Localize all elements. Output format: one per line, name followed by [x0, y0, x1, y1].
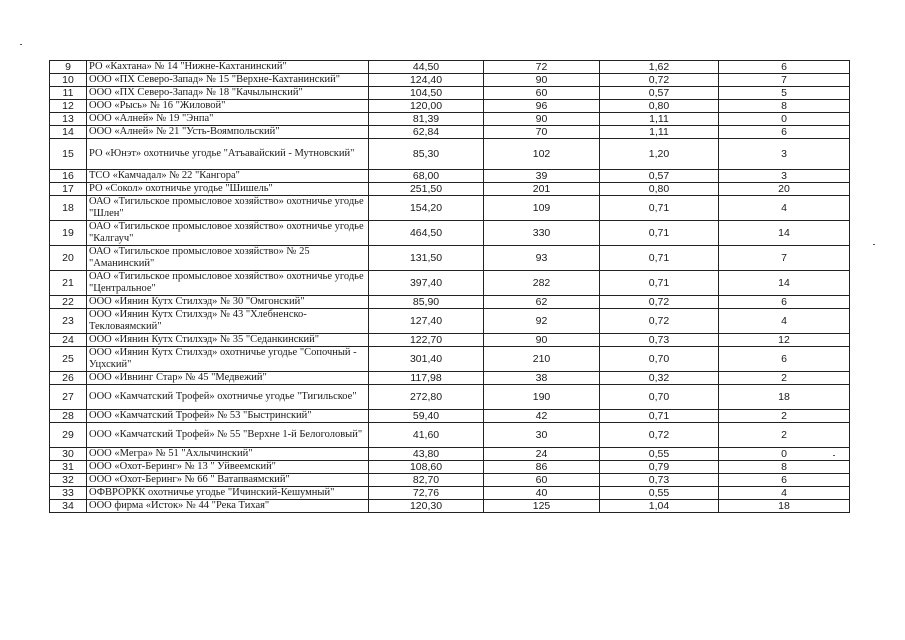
- density-value: 1,11: [600, 113, 719, 126]
- table-row: [50, 126, 850, 139]
- ground-name: РО «Сокол» охотничье угодье "Шишель": [87, 183, 369, 196]
- area-value: 59,40: [369, 410, 484, 423]
- table-row: [50, 334, 850, 347]
- table-row: [50, 139, 850, 170]
- density-value: 0,72: [600, 296, 719, 309]
- quota-value: 18: [719, 500, 850, 513]
- table-row: [50, 170, 850, 183]
- animal-count: 330: [484, 221, 600, 246]
- density-value: 0,57: [600, 87, 719, 100]
- ground-name: ООО «Алней» № 19 "Энпа": [87, 113, 369, 126]
- animal-count: 96: [484, 100, 600, 113]
- area-value: 85,90: [369, 296, 484, 309]
- area-value: 124,40: [369, 74, 484, 87]
- area-value: 464,50: [369, 221, 484, 246]
- ground-name: ООО «Камчатский Трофей» № 55 "Верхне 1-й Белоголовый": [87, 423, 369, 448]
- animal-count: 62: [484, 296, 600, 309]
- table-row: [50, 385, 850, 410]
- area-value: 127,40: [369, 309, 484, 334]
- table-row: [50, 372, 850, 385]
- ground-name: РО «Юнэт» охотничье угодье "Атъавайский - Мутновский": [87, 139, 369, 170]
- quota-value: 5: [719, 87, 850, 100]
- animal-count: 201: [484, 183, 600, 196]
- table-row: [50, 271, 850, 296]
- ground-name: ООО «Камчатский Трофей» охотничье угодье "Тигильское": [87, 385, 369, 410]
- area-value: 104,50: [369, 87, 484, 100]
- quota-value: 6: [719, 474, 850, 487]
- row-number: 20: [50, 246, 87, 271]
- row-number: 28: [50, 410, 87, 423]
- table-row: [50, 221, 850, 246]
- table-row: [50, 183, 850, 196]
- row-number: 30: [50, 448, 87, 461]
- table-row: [50, 347, 850, 372]
- density-value: 0,72: [600, 423, 719, 448]
- density-value: 0,55: [600, 487, 719, 500]
- area-value: 272,80: [369, 385, 484, 410]
- ground-name: ООО «Алней» № 21 "Усть-Воямпольский": [87, 126, 369, 139]
- row-number: 12: [50, 100, 87, 113]
- ground-name: ООО «Ивнинг Стар» № 45 "Медвежий": [87, 372, 369, 385]
- ground-name: ОАО «Тигильское промысловое хозяйство» охотничье угодье "Калгауч": [87, 221, 369, 246]
- quota-value: 14: [719, 221, 850, 246]
- area-value: 251,50: [369, 183, 484, 196]
- quota-value: 0: [719, 448, 850, 461]
- animal-count: 42: [484, 410, 600, 423]
- animal-count: 210: [484, 347, 600, 372]
- table-row: [50, 87, 850, 100]
- density-value: 1,20: [600, 139, 719, 170]
- row-number: 23: [50, 309, 87, 334]
- quota-value: 6: [719, 61, 850, 74]
- table-row: [50, 74, 850, 87]
- animal-count: 125: [484, 500, 600, 513]
- hunting-grounds-table: [49, 60, 850, 513]
- scan-speck: [873, 244, 875, 245]
- table-row: [50, 100, 850, 113]
- ground-name: ООО «Охот-Беринг» № 66 " Ватапваямский": [87, 474, 369, 487]
- quota-value: 3: [719, 139, 850, 170]
- density-value: 0,71: [600, 271, 719, 296]
- density-value: 0,72: [600, 309, 719, 334]
- row-number: 27: [50, 385, 87, 410]
- quota-value: 0: [719, 113, 850, 126]
- density-value: 0,80: [600, 183, 719, 196]
- quota-value: 4: [719, 196, 850, 221]
- ground-name: РО «Кахтана» № 14 "Нижне-Кахтанинский": [87, 61, 369, 74]
- table-row: [50, 423, 850, 448]
- ground-name: ООО «Мегра» № 51 "Ахлычинский": [87, 448, 369, 461]
- row-number: 31: [50, 461, 87, 474]
- table-row: [50, 500, 850, 513]
- row-number: 10: [50, 74, 87, 87]
- animal-count: 38: [484, 372, 600, 385]
- animal-count: 102: [484, 139, 600, 170]
- density-value: 0,71: [600, 196, 719, 221]
- quota-value: 8: [719, 100, 850, 113]
- ground-name: ООО «Иянин Кутх Стилхэд» № 35 "Седанкинский": [87, 334, 369, 347]
- density-value: 0,73: [600, 474, 719, 487]
- area-value: 72,76: [369, 487, 484, 500]
- quota-value: 2: [719, 372, 850, 385]
- animal-count: 70: [484, 126, 600, 139]
- quota-value: 4: [719, 487, 850, 500]
- animal-count: 72: [484, 61, 600, 74]
- row-number: 21: [50, 271, 87, 296]
- animal-count: 282: [484, 271, 600, 296]
- density-value: 0,57: [600, 170, 719, 183]
- area-value: 68,00: [369, 170, 484, 183]
- area-value: 82,70: [369, 474, 484, 487]
- density-value: 1,04: [600, 500, 719, 513]
- table-row: [50, 61, 850, 74]
- area-value: 41,60: [369, 423, 484, 448]
- animal-count: 60: [484, 474, 600, 487]
- quota-value: 8: [719, 461, 850, 474]
- quota-value: 18: [719, 385, 850, 410]
- animal-count: 92: [484, 309, 600, 334]
- animal-count: 86: [484, 461, 600, 474]
- row-number: 29: [50, 423, 87, 448]
- animal-count: 40: [484, 487, 600, 500]
- quota-value: 7: [719, 246, 850, 271]
- ground-name: ООО «Иянин Кутх Стилхэд» охотничье угодье "Сопочный - Уцхский": [87, 347, 369, 372]
- density-value: 0,71: [600, 221, 719, 246]
- density-value: 0,55: [600, 448, 719, 461]
- ground-name: ОАО «Тигильское промысловое хозяйство» охотничье угодье "Центральное": [87, 271, 369, 296]
- row-number: 19: [50, 221, 87, 246]
- scan-speck: [20, 44, 22, 45]
- area-value: 43,80: [369, 448, 484, 461]
- table-body: [50, 61, 850, 513]
- row-number: 16: [50, 170, 87, 183]
- area-value: 131,50: [369, 246, 484, 271]
- quota-value: 2: [719, 410, 850, 423]
- ground-name: ООО «Охот-Беринг» № 13 " Уйвеемский": [87, 461, 369, 474]
- quota-value: 6: [719, 347, 850, 372]
- density-value: 0,72: [600, 74, 719, 87]
- animal-count: 90: [484, 113, 600, 126]
- table-row: [50, 461, 850, 474]
- row-number: 26: [50, 372, 87, 385]
- row-number: 15: [50, 139, 87, 170]
- quota-value: 6: [719, 296, 850, 309]
- table-row: [50, 113, 850, 126]
- table-row: [50, 196, 850, 221]
- animal-count: 90: [484, 74, 600, 87]
- density-value: 0,70: [600, 347, 719, 372]
- animal-count: 30: [484, 423, 600, 448]
- quota-value: 6: [719, 126, 850, 139]
- table-row: [50, 474, 850, 487]
- density-value: 1,62: [600, 61, 719, 74]
- area-value: 85,30: [369, 139, 484, 170]
- row-number: 22: [50, 296, 87, 309]
- density-value: 0,71: [600, 410, 719, 423]
- density-value: 0,79: [600, 461, 719, 474]
- animal-count: 60: [484, 87, 600, 100]
- area-value: 154,20: [369, 196, 484, 221]
- area-value: 81,39: [369, 113, 484, 126]
- area-value: 44,50: [369, 61, 484, 74]
- table-row: [50, 296, 850, 309]
- animal-count: 93: [484, 246, 600, 271]
- table-row: [50, 309, 850, 334]
- area-value: 108,60: [369, 461, 484, 474]
- quota-value: 12: [719, 334, 850, 347]
- density-value: 1,11: [600, 126, 719, 139]
- animal-count: 190: [484, 385, 600, 410]
- row-number: 34: [50, 500, 87, 513]
- ground-name: ООО «Иянин Кутх Стилхэд» № 43 "Хлебненско-Текловаямский": [87, 309, 369, 334]
- row-number: 13: [50, 113, 87, 126]
- quota-value: 2: [719, 423, 850, 448]
- quota-value: 3: [719, 170, 850, 183]
- area-value: 117,98: [369, 372, 484, 385]
- table-row: [50, 410, 850, 423]
- row-number: 24: [50, 334, 87, 347]
- row-number: 32: [50, 474, 87, 487]
- density-value: 0,71: [600, 246, 719, 271]
- row-number: 18: [50, 196, 87, 221]
- table-row: [50, 246, 850, 271]
- ground-name: ОФВРОРКК охотничье угодье "Ичинский-Кешумный": [87, 487, 369, 500]
- animal-count: 39: [484, 170, 600, 183]
- area-value: 120,30: [369, 500, 484, 513]
- density-value: 0,73: [600, 334, 719, 347]
- quota-value: 14: [719, 271, 850, 296]
- ground-name: ТСО «Камчадал» № 22 "Кангора": [87, 170, 369, 183]
- density-value: 0,80: [600, 100, 719, 113]
- density-value: 0,32: [600, 372, 719, 385]
- row-number: 9: [50, 61, 87, 74]
- table-row: [50, 448, 850, 461]
- table-row: [50, 487, 850, 500]
- animal-count: 24: [484, 448, 600, 461]
- row-number: 11: [50, 87, 87, 100]
- area-value: 397,40: [369, 271, 484, 296]
- quota-value: 4: [719, 309, 850, 334]
- area-value: 301,40: [369, 347, 484, 372]
- row-number: 14: [50, 126, 87, 139]
- density-value: 0,70: [600, 385, 719, 410]
- ground-name: ООО «Камчатский Трофей» № 53 "Быстринский": [87, 410, 369, 423]
- quota-value: 20: [719, 183, 850, 196]
- ground-name: ООО «ПХ Северо-Запад» № 15 "Верхне-Кахтанинский": [87, 74, 369, 87]
- row-number: 33: [50, 487, 87, 500]
- quota-value: 7: [719, 74, 850, 87]
- ground-name: ООО «Иянин Кутх Стилхэд» № 30 "Омгонский": [87, 296, 369, 309]
- animal-count: 109: [484, 196, 600, 221]
- ground-name: ООО «ПХ Северо-Запад» № 18 "Качылынский": [87, 87, 369, 100]
- area-value: 122,70: [369, 334, 484, 347]
- ground-name: ООО фирма «Исток» № 44 "Река Тихая": [87, 500, 369, 513]
- ground-name: ОАО «Тигильское промысловое хозяйство» № 25 "Аманинский": [87, 246, 369, 271]
- ground-name: ОАО «Тигильское промысловое хозяйство» охотничье угодье "Шлен": [87, 196, 369, 221]
- area-value: 62,84: [369, 126, 484, 139]
- row-number: 25: [50, 347, 87, 372]
- row-number: 17: [50, 183, 87, 196]
- animal-count: 90: [484, 334, 600, 347]
- ground-name: ООО «Рысь» № 16 "Жиловой": [87, 100, 369, 113]
- area-value: 120,00: [369, 100, 484, 113]
